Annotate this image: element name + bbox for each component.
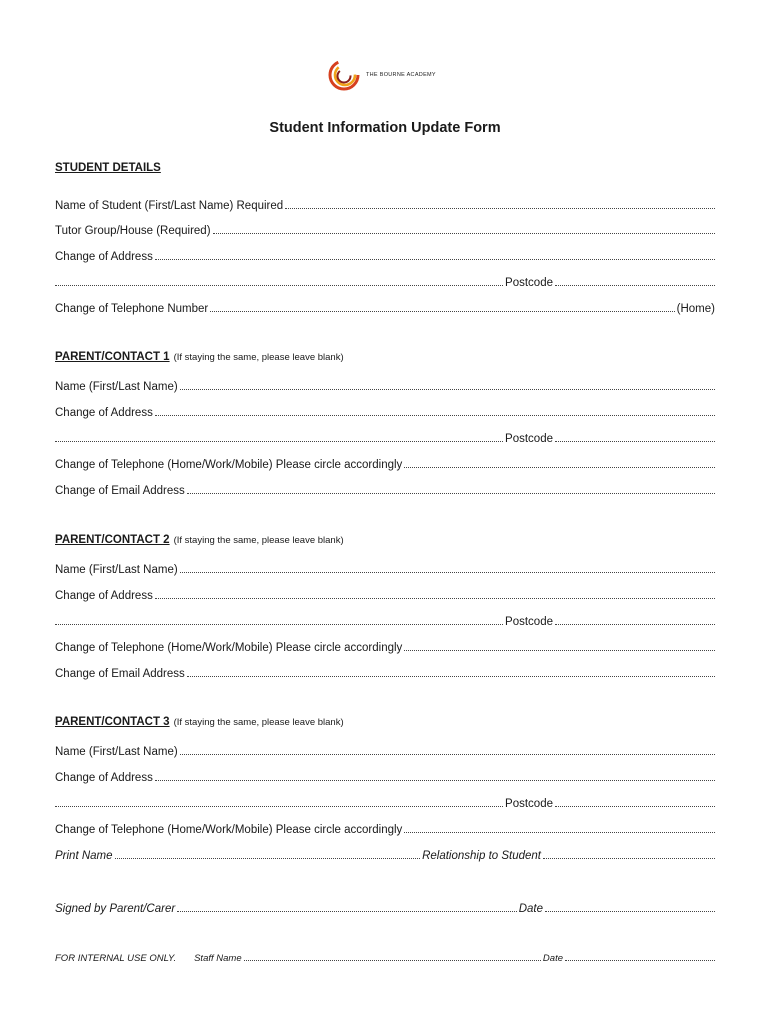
contact-1-address-line-2[interactable] [55, 437, 503, 442]
contact-3-postcode-row[interactable] [55, 794, 715, 810]
contact-2-address-label: Change of Address [55, 590, 153, 602]
contact-1-telephone-field[interactable] [55, 455, 715, 471]
contact-1-postcode-row[interactable] [55, 429, 715, 445]
internal-use-label: FOR INTERNAL USE ONLY. [55, 953, 177, 964]
contact-2-name-field[interactable] [55, 560, 715, 576]
contact-3-postcode-input-line[interactable] [555, 802, 715, 807]
student-details-heading: STUDENT DETAILS [55, 162, 161, 174]
contact-2-name-input-line[interactable] [180, 568, 715, 573]
contact-1-email-field[interactable] [55, 481, 715, 497]
contact-1-email-label: Change of Email Address [55, 485, 185, 497]
student-telephone-field[interactable] [55, 299, 715, 315]
student-telephone-input-line[interactable] [210, 307, 674, 312]
print-name-row[interactable] [55, 846, 715, 862]
tutor-group-input-line[interactable] [213, 229, 715, 234]
contact-1-name-label: Name (First/Last Name) [55, 381, 178, 393]
form-title: Student Information Update Form [269, 120, 501, 136]
student-address-line-2[interactable] [55, 281, 503, 286]
contact-1-telephone-input-line[interactable] [404, 463, 715, 468]
contact-1-name-field[interactable] [55, 377, 715, 393]
contact-3-telephone-field[interactable] [55, 820, 715, 836]
signed-by-label: Signed by Parent/Carer [55, 903, 176, 915]
student-postcode-row[interactable] [55, 273, 715, 289]
contact-3-address-label: Change of Address [55, 772, 153, 784]
internal-date-label: Date [542, 953, 563, 964]
contact-2-address-line-2[interactable] [55, 620, 503, 625]
relationship-label: Relationship to Student [422, 850, 541, 862]
contact-2-postcode-row[interactable] [55, 612, 715, 628]
student-name-field[interactable] [55, 196, 715, 212]
staff-name-label: Staff Name [194, 953, 242, 964]
signed-date-label: Date [518, 903, 543, 915]
student-address-input-line[interactable] [155, 255, 715, 260]
contact-2-email-field[interactable] [55, 664, 715, 680]
signed-by-row[interactable] [55, 899, 715, 915]
contact-3-telephone-label: Change of Telephone (Home/Work/Mobile) Please circle accordingly [55, 824, 403, 836]
contact-1-note: (If staying the same, please leave blank) [173, 352, 344, 363]
contact-3-name-field[interactable] [55, 742, 715, 758]
contact-2-email-label: Change of Email Address [55, 668, 185, 680]
contact-2-address-field[interactable] [55, 586, 715, 602]
contact-2-telephone-label: Change of Telephone (Home/Work/Mobile) Please circle accordingly [55, 642, 403, 654]
tutor-group-label: Tutor Group/House (Required) [55, 225, 211, 237]
contact-1-postcode-label: Postcode [505, 433, 553, 445]
contact-1-address-field[interactable] [55, 403, 715, 419]
contact-1-heading [55, 351, 344, 363]
contact-1-address-label: Change of Address [55, 407, 153, 419]
student-telephone-suffix: (Home) [676, 303, 715, 315]
contact-1-name-input-line[interactable] [180, 385, 715, 390]
student-postcode-input-line[interactable] [555, 281, 715, 286]
contact-3-address-line-2[interactable] [55, 802, 503, 807]
internal-date-input-line[interactable] [565, 956, 715, 961]
student-postcode-label: Postcode [505, 277, 553, 289]
contact-3-address-input-line[interactable] [155, 776, 715, 781]
contact-3-heading [55, 716, 344, 728]
contact-2-note: (If staying the same, please leave blank) [173, 535, 344, 546]
academy-logo [326, 57, 456, 93]
student-address-label: Change of Address [55, 251, 153, 263]
contact-3-name-label: Name (First/Last Name) [55, 746, 178, 758]
contact-3-address-field[interactable] [55, 768, 715, 784]
contact-1-email-input-line[interactable] [187, 489, 715, 494]
student-name-label: Name of Student (First/Last Name) Required [55, 200, 284, 212]
signature-input-line[interactable] [177, 907, 517, 912]
contact-1-postcode-input-line[interactable] [555, 437, 715, 442]
contact-3-telephone-input-line[interactable] [404, 828, 715, 833]
contact-2-name-label: Name (First/Last Name) [55, 564, 178, 576]
signed-date-input-line[interactable] [545, 907, 715, 912]
logo-text: THE BOURNE ACADEMY [366, 72, 436, 78]
contact-2-address-input-line[interactable] [155, 594, 715, 599]
contact-2-heading [55, 534, 344, 546]
contact-2-telephone-input-line[interactable] [404, 646, 715, 651]
contact-3-note: (If staying the same, please leave blank) [173, 717, 344, 728]
student-address-field[interactable] [55, 247, 715, 263]
contact-3-postcode-label: Postcode [505, 798, 553, 810]
contact-2-postcode-input-line[interactable] [555, 620, 715, 625]
print-name-input-line[interactable] [115, 854, 421, 859]
staff-name-input-line[interactable] [244, 956, 541, 961]
student-telephone-label: Change of Telephone Number [55, 303, 209, 315]
contact-1-title: PARENT/CONTACT 1 [55, 351, 170, 363]
contact-3-name-input-line[interactable] [180, 750, 715, 755]
contact-2-email-input-line[interactable] [187, 672, 715, 677]
tutor-group-field[interactable] [55, 221, 715, 237]
contact-1-address-input-line[interactable] [155, 411, 715, 416]
contact-2-telephone-field[interactable] [55, 638, 715, 654]
relationship-input-line[interactable] [543, 854, 715, 859]
internal-use-row[interactable] [55, 948, 715, 964]
contact-2-title: PARENT/CONTACT 2 [55, 534, 170, 546]
print-name-label: Print Name [55, 850, 113, 862]
contact-1-telephone-label: Change of Telephone (Home/Work/Mobile) Please circle accordingly [55, 459, 403, 471]
contact-3-title: PARENT/CONTACT 3 [55, 716, 170, 728]
academy-logo-icon [326, 57, 362, 93]
contact-2-postcode-label: Postcode [505, 616, 553, 628]
student-name-input-line[interactable] [285, 204, 715, 209]
